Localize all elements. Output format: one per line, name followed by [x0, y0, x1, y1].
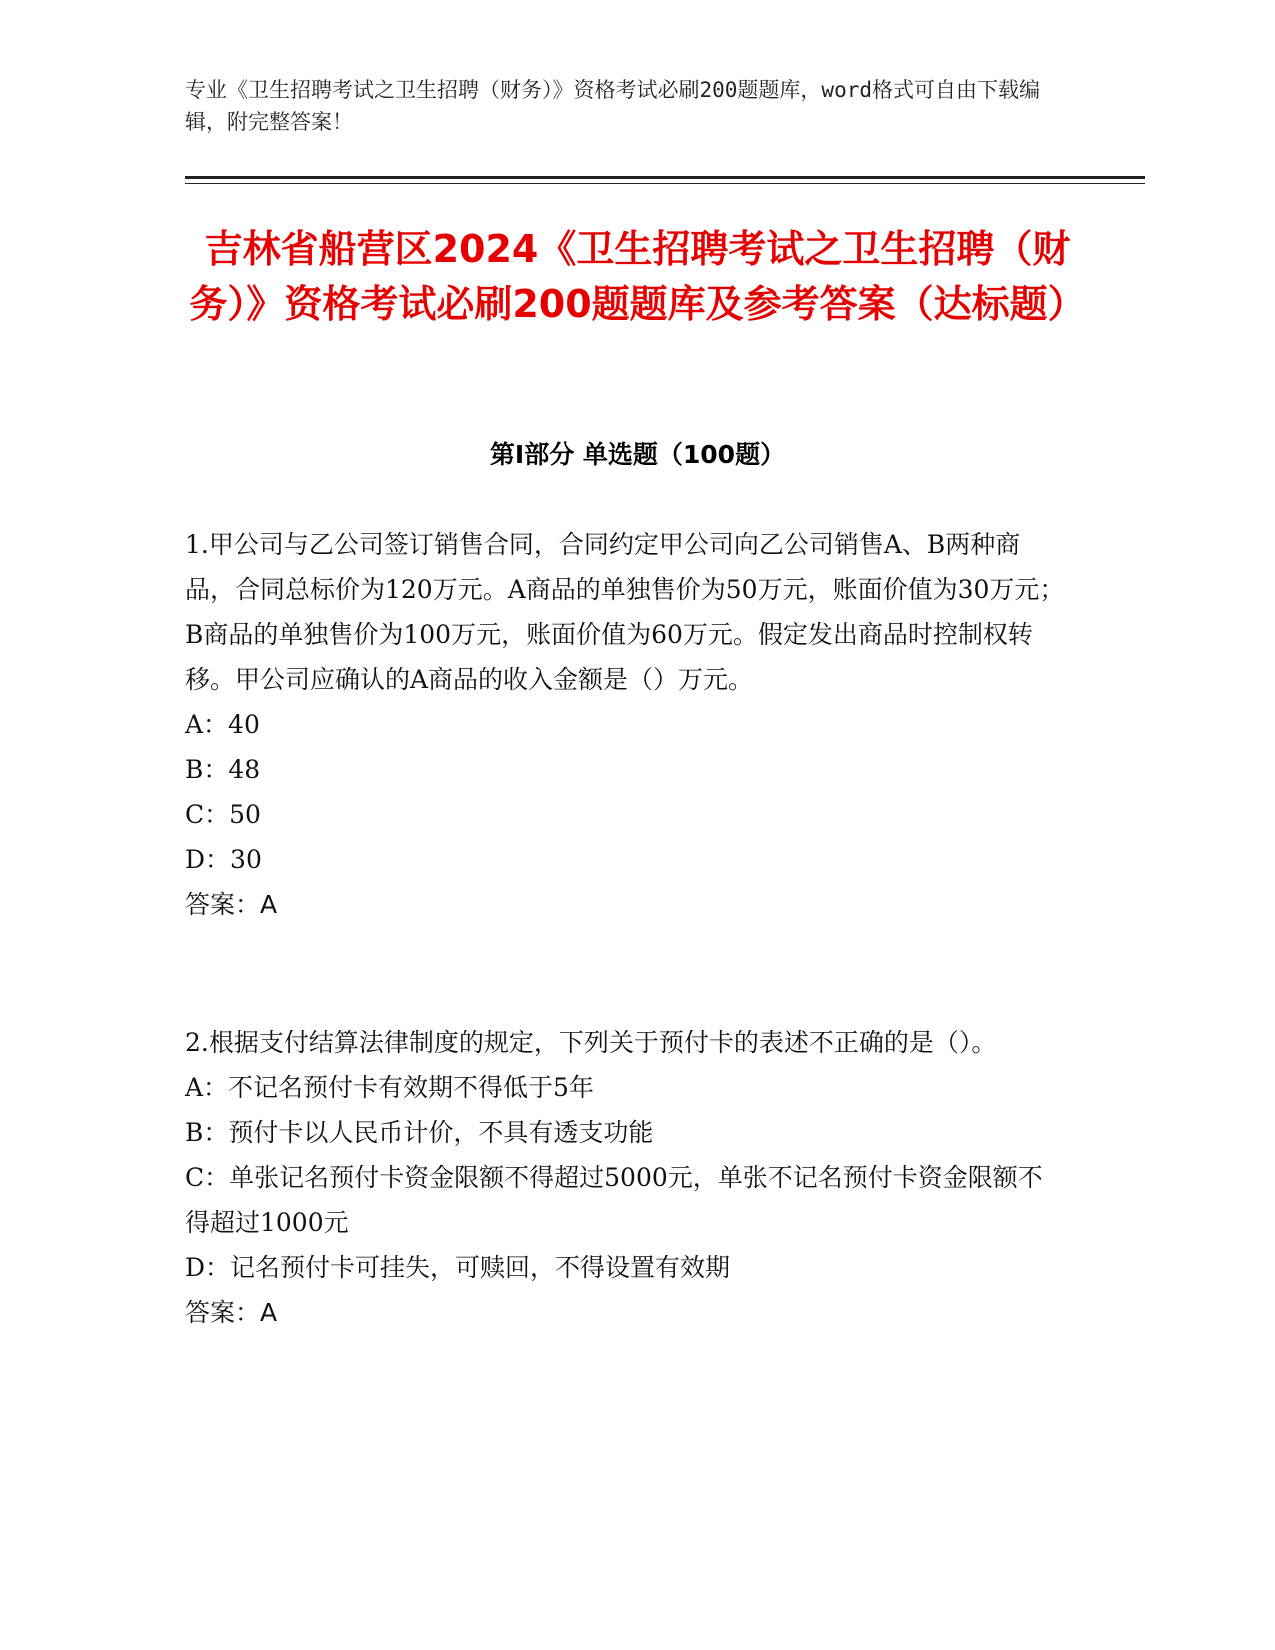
document-title: 吉林省船营区2024《卫生招聘考试之卫生招聘（财务）》资格考试必刷200题题库及参考答案（达标题） [189, 227, 1086, 326]
question-block [185, 1020, 1065, 1335]
option-d: D：记名预付卡可挂失，可赎回，不得设置有效期 [185, 1253, 731, 1282]
answer-label: 答案：A [185, 1298, 278, 1327]
section-title: 第Ⅰ部分 单选题（100题） [489, 440, 786, 469]
option-a: A：40 [185, 710, 260, 739]
option-c: C：50 [185, 800, 261, 829]
option-b: B：48 [185, 755, 261, 784]
option-d: D：30 [185, 845, 262, 874]
option-a: A：不记名预付卡有效期不得低于5年 [185, 1073, 594, 1102]
header-note: 专业《卫生招聘考试之卫生招聘（财务）》资格考试必刷200题题库，word格式可自由下载编辑，附完整答案！ [185, 78, 1040, 134]
header-divider-thick [185, 176, 1145, 179]
question-block [185, 522, 1065, 927]
option-b: B：预付卡以人民币计价，不具有透支功能 [185, 1118, 654, 1147]
question-stem: 2.根据支付结算法律制度的规定，下列关于预付卡的表述不正确的是（）。 [185, 1028, 997, 1057]
option-c: C：单张记名预付卡资金限额不得超过5000元，单张不记名预付卡资金限额不得超过1000元 [185, 1163, 1043, 1237]
question-stem: 1.甲公司与乙公司签订销售合同，合同约定甲公司向乙公司销售A、B两种商品，合同总标价为120万元。A商品的单独售价为50万元，账面价值为30万元；B商品的单独售价为100万元，账面价值为60万元。假定发出商品时控制权转移。甲公司应确认的A商品的收入金额是（）万元。 [185, 530, 1065, 694]
header-divider-thin [185, 183, 1145, 184]
answer-label: 答案：A [185, 890, 278, 919]
